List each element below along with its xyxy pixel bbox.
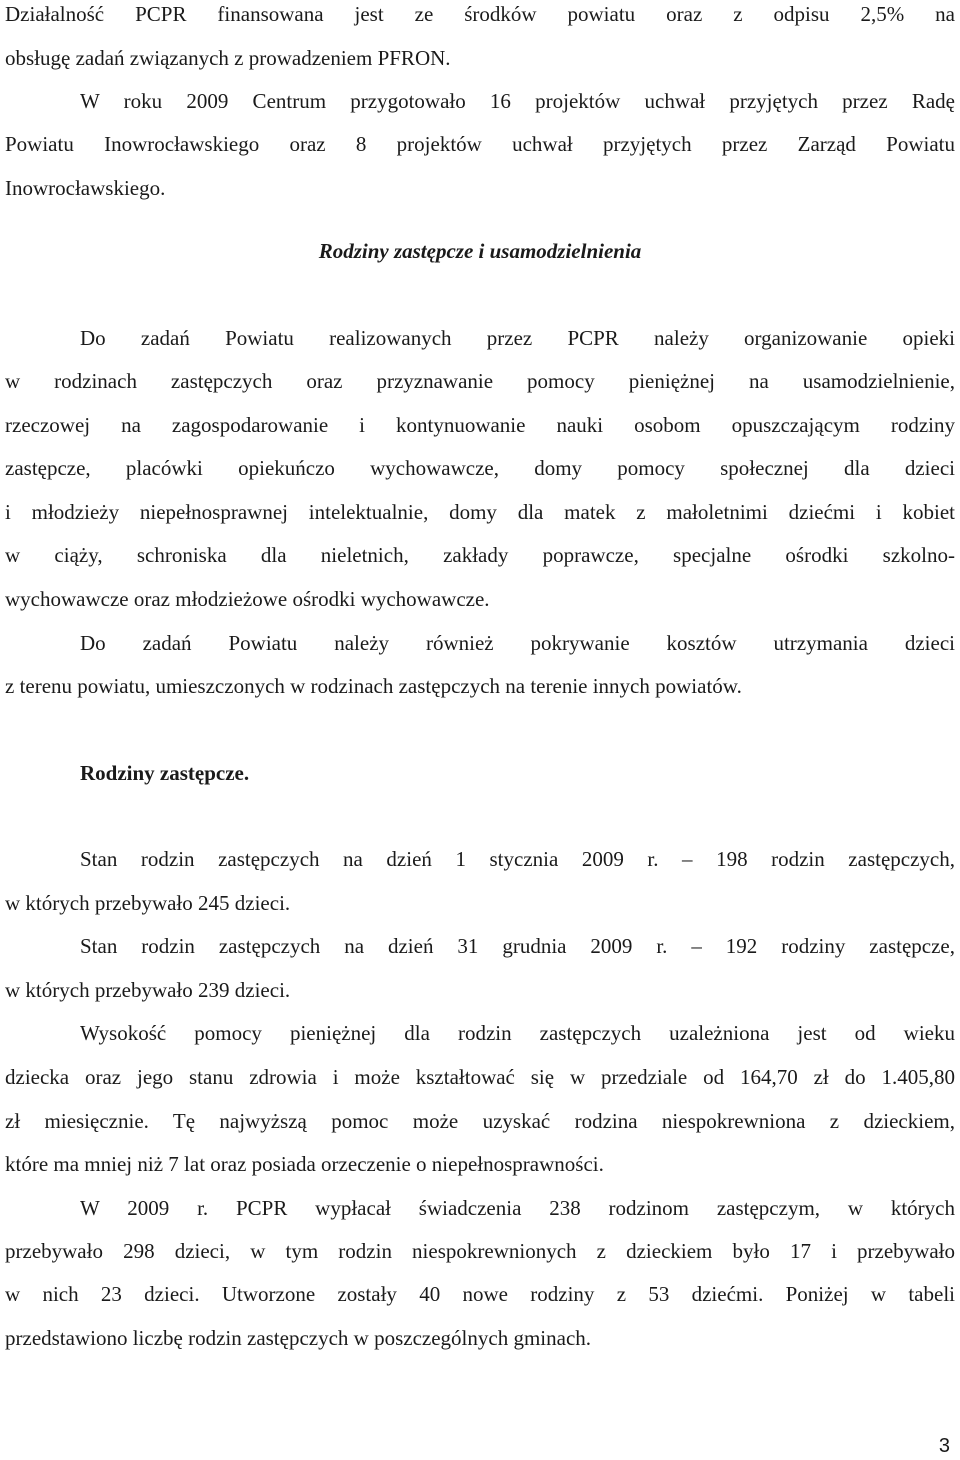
text-line: zastępcze, placówki opiekuńczo wychowawcze, domy pomocy społecznej dla dzieci [5,456,955,480]
text-line: w rodzinach zastępczych oraz przyznawanie pomocy pieniężnej na usamodzielnienie, [5,369,955,393]
text-line: przedstawiono liczbę rodzin zastępczych w poszczególnych gminach. [5,1326,592,1350]
text-line: W 2009 r. PCPR wypłacał świadczenia 238 rodzinom zastępczym, w których [80,1196,955,1220]
text-line: dziecka oraz jego stanu zdrowia i może kształtować się w przedziale od 164,70 zł do 1.405,80 [5,1065,955,1089]
text-line: Wysokość pomocy pieniężnej dla rodzin zastępczych uzależniona jest od wieku [80,1021,955,1045]
text-line: i młodzieży niepełnosprawnej intelektualnie, domy dla matek z małoletnimi dziećmi i kobiet [5,500,955,524]
text-line: Stan rodzin zastępczych na dzień 31 grudnia 2009 r. – 192 rodziny zastępcze, [80,934,955,958]
text-line: obsługę zadań związanych z prowadzeniem PFRON. [5,46,451,70]
text-line: w których przebywało 239 dzieci. [5,978,291,1002]
page-number: 3 [938,1435,950,1457]
text-line: Do zadań Powiatu należy również pokrywanie kosztów utrzymania dzieci [80,631,955,655]
text-line: w ciąży, schroniska dla nieletnich, zakłady poprawcze, specjalne ośrodki szkolno- [5,543,955,567]
text-line: Inowrocławskiego. [5,176,166,200]
text-line: wychowawcze oraz młodzieżowe ośrodki wychowawcze. [5,587,490,611]
text-line: Działalność PCPR finansowana jest ze środków powiatu oraz z odpisu 2,5% na [5,2,955,26]
text-line: W roku 2009 Centrum przygotowało 16 projektów uchwał przyjętych przez Radę [80,89,955,113]
text-line: rzeczowej na zagospodarowanie i kontynuowanie nauki osobom opuszczającym rodziny [5,413,955,437]
text-line: Do zadań Powiatu realizowanych przez PCPR należy organizowanie opieki [80,326,955,350]
text-line: zł miesięcznie. Tę najwyższą pomoc może uzyskać rodzina niespokrewniona z dzieckiem, [5,1109,955,1133]
subsection-heading: Rodziny zastępcze. [80,761,250,785]
text-line: w nich 23 dzieci. Utworzone zostały 40 nowe rodziny z 53 dziećmi. Poniżej w tabeli [5,1282,955,1306]
text-line: Powiatu Inowrocławskiego oraz 8 projektów uchwał przyjętych przez Zarząd Powiatu [5,132,955,156]
text-line: z terenu powiatu, umieszczonych w rodzinach zastępczych na terenie innych powiatów. [5,674,742,698]
section-heading: Rodziny zastępcze i usamodzielnienia [318,239,642,263]
text-line: przebywało 298 dzieci, w tym rodzin niespokrewnionych z dzieckiem było 17 i przebywało [5,1239,955,1263]
text-line: które ma mniej niż 7 lat oraz posiada orzeczenie o niepełnosprawności. [5,1152,604,1176]
text-line: w których przebywało 245 dzieci. [5,891,291,915]
text-line: Stan rodzin zastępczych na dzień 1 stycznia 2009 r. – 198 rodzin zastępczych, [80,847,955,871]
